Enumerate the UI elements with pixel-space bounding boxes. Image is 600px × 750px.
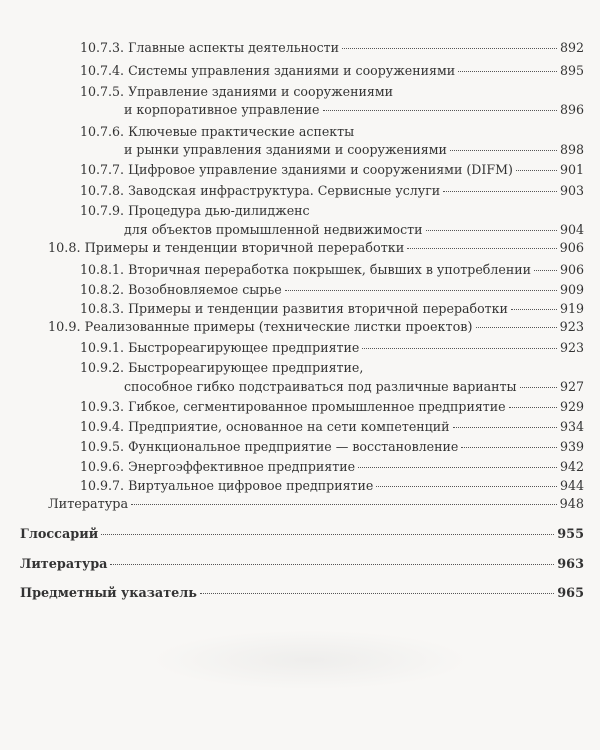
toc-entry-number: 10.7.8. — [80, 183, 125, 198]
toc-entry-title: Энергоэффективное предприятие — [128, 459, 356, 474]
leader-dots — [342, 48, 557, 49]
toc-page-number: 963 — [557, 557, 584, 572]
toc-entry-10-7-6 — [80, 124, 584, 139]
toc-entry-title: Виртуальное цифровое предприятие — [128, 478, 374, 493]
leader-dots — [458, 71, 557, 72]
toc-entry-10-7-6-cont — [124, 142, 584, 157]
toc-entry-number: 10.7.9. — [80, 203, 125, 218]
toc-page-number: 903 — [559, 183, 584, 198]
leader-dots — [443, 191, 557, 192]
toc-page-number: 895 — [559, 63, 584, 78]
leader-dots — [476, 327, 557, 328]
toc-entry-title: Быстрореагирующее предприятие — [128, 340, 360, 355]
toc-entry-10-9 — [48, 320, 584, 335]
toc-entry-10-7-5 — [80, 84, 584, 99]
toc-entry-number: 10.7.4. — [80, 63, 125, 78]
toc-entry-number: 10.8.2. — [80, 282, 125, 297]
toc-entry-10-7-9 — [80, 203, 584, 218]
toc-entry-10-8 — [48, 241, 584, 256]
toc-entry-title-cont: способное гибко подстраиваться под различные варианты — [124, 379, 517, 394]
toc-entry-number: 10.7.5. — [80, 84, 125, 99]
toc-entry-number: 10.9.3. — [80, 399, 125, 414]
toc-entry-number: 10.8. — [48, 241, 81, 256]
toc-entry-title: Глоссарий — [20, 527, 99, 542]
leader-dots — [511, 309, 557, 310]
leader-dots — [509, 407, 557, 408]
toc-page-number: 896 — [559, 102, 584, 117]
toc-entry-title: Предметный указатель — [20, 586, 197, 601]
toc-entry-title: Ключевые практические аспекты — [128, 124, 355, 139]
toc-entry-10-9-4 — [80, 419, 584, 434]
toc-page-number: 923 — [559, 320, 584, 335]
toc-entry-glossary — [20, 527, 584, 542]
toc-page-number: 929 — [559, 399, 584, 414]
leader-dots — [358, 467, 557, 468]
toc-entry-10-9-6 — [80, 459, 584, 474]
toc-entry-10-7-5-cont — [124, 102, 584, 117]
toc-entry-title: Системы управления зданиями и сооружениями — [128, 63, 456, 78]
leader-dots — [426, 230, 557, 231]
toc-entry-title: Литература — [20, 557, 108, 572]
toc-entry-10-7-8 — [80, 183, 584, 198]
toc-entry-title: Цифровое управление зданиями и сооружениями (DIFM) — [128, 162, 513, 177]
toc-entry-number: 10.9.4. — [80, 419, 125, 434]
toc-entry-10-9-2-cont — [124, 379, 584, 394]
toc-entry-title: Управление зданиями и сооружениями — [128, 84, 394, 99]
toc-page-number: 892 — [559, 40, 584, 55]
toc-entry-number: 10.9.6. — [80, 459, 125, 474]
toc-entry-title-cont: для объектов промышленной недвижимости — [124, 222, 423, 237]
toc-entry-10-9-7 — [80, 478, 584, 493]
toc-entry-subject-index — [20, 586, 584, 601]
show-through-smudge — [150, 630, 470, 690]
toc-page-number: 906 — [559, 241, 584, 256]
toc-page-number: 906 — [559, 262, 584, 277]
toc-entry-title: Примеры и тенденции вторичной переработки — [84, 241, 405, 256]
toc-entry-title: Заводская инфраструктура. Сервисные услуги — [128, 183, 441, 198]
leader-dots — [362, 348, 557, 349]
toc-entry-title: Литература — [48, 497, 129, 512]
toc-entry-title: Быстрореагирующее предприятие, — [128, 360, 364, 375]
toc-entry-title: Функциональное предприятие — восстановление — [128, 439, 459, 454]
toc-page-number: 901 — [559, 162, 584, 177]
toc-page-number: 965 — [557, 586, 584, 601]
leader-dots — [453, 427, 557, 428]
toc-entry-number: 10.8.1. — [80, 262, 125, 277]
toc-entry-10-8-2 — [80, 282, 584, 297]
leader-dots — [461, 447, 557, 448]
toc-entry-10-9-3 — [80, 399, 584, 414]
toc-page-number: 955 — [557, 527, 584, 542]
toc-entry-number: 10.9.1. — [80, 340, 125, 355]
toc-entry-10-8-3 — [80, 301, 584, 316]
toc-entry-10-7-7 — [80, 162, 584, 177]
leader-dots — [450, 150, 557, 151]
toc-entry-title: Возобновляемое сырье — [128, 282, 282, 297]
leader-dots — [323, 110, 557, 111]
toc-entry-10-7-3 — [80, 40, 584, 55]
leader-dots — [376, 486, 557, 487]
toc-entry-title: Предприятие, основанное на сети компетенций — [128, 419, 450, 434]
toc-entry-number: 10.9.2. — [80, 360, 125, 375]
toc-entry-10-9-5 — [80, 439, 584, 454]
toc-entry-10-9-1 — [80, 340, 584, 355]
toc-entry-10-8-1 — [80, 262, 584, 277]
toc-entry-title: Реализованные примеры (технические листки проектов) — [84, 320, 473, 335]
leader-dots — [407, 248, 556, 249]
toc-entry-10-7-9-cont — [124, 222, 584, 237]
toc-entry-number: 10.7.7. — [80, 162, 125, 177]
leader-dots — [520, 387, 557, 388]
leader-dots — [516, 170, 557, 171]
toc-entry-title: Главные аспекты деятельности — [128, 40, 339, 55]
leader-dots — [200, 593, 554, 594]
toc-entry-10-9-2 — [80, 360, 584, 375]
toc-entry-number: 10.7.6. — [80, 124, 125, 139]
leader-dots — [285, 290, 557, 291]
toc-entry-number: 10.9.5. — [80, 439, 125, 454]
toc-entry-number: 10.7.3. — [80, 40, 125, 55]
toc-page-number: 948 — [559, 497, 584, 512]
toc-page-number: 909 — [559, 282, 584, 297]
toc-page-number: 923 — [559, 340, 584, 355]
toc-page-number: 904 — [559, 222, 584, 237]
toc-entry-title: Гибкое, сегментированное промышленное предприятие — [128, 399, 506, 414]
toc-entry-references — [20, 557, 584, 572]
leader-dots — [101, 534, 554, 535]
toc-entry-title: Примеры и тенденции развития вторичной переработки — [128, 301, 508, 316]
toc-entry-title: Процедура дью-дилидженс — [128, 203, 310, 218]
toc-entry-title-cont: и рынки управления зданиями и сооружениями — [124, 142, 447, 157]
toc-page-number: 944 — [559, 478, 584, 493]
leader-dots — [534, 270, 557, 271]
toc-entry-number: 10.9.7. — [80, 478, 125, 493]
toc-entry-number: 10.9. — [48, 320, 81, 335]
toc-page-number: 942 — [559, 459, 584, 474]
toc-entry-number: 10.8.3. — [80, 301, 125, 316]
toc-page-number: 939 — [559, 439, 584, 454]
toc-page-number: 934 — [559, 419, 584, 434]
toc-entry-10-7-4 — [80, 63, 584, 78]
toc-entry-chapter-references — [48, 497, 584, 512]
toc-page-number: 898 — [559, 142, 584, 157]
toc-page-number: 919 — [559, 301, 584, 316]
toc-entry-title-cont: и корпоративное управление — [124, 102, 320, 117]
toc-page-number: 927 — [559, 379, 584, 394]
toc-entry-title: Вторичная переработка покрышек, бывших в употреблении — [128, 262, 532, 277]
leader-dots — [131, 504, 556, 505]
leader-dots — [110, 564, 554, 565]
